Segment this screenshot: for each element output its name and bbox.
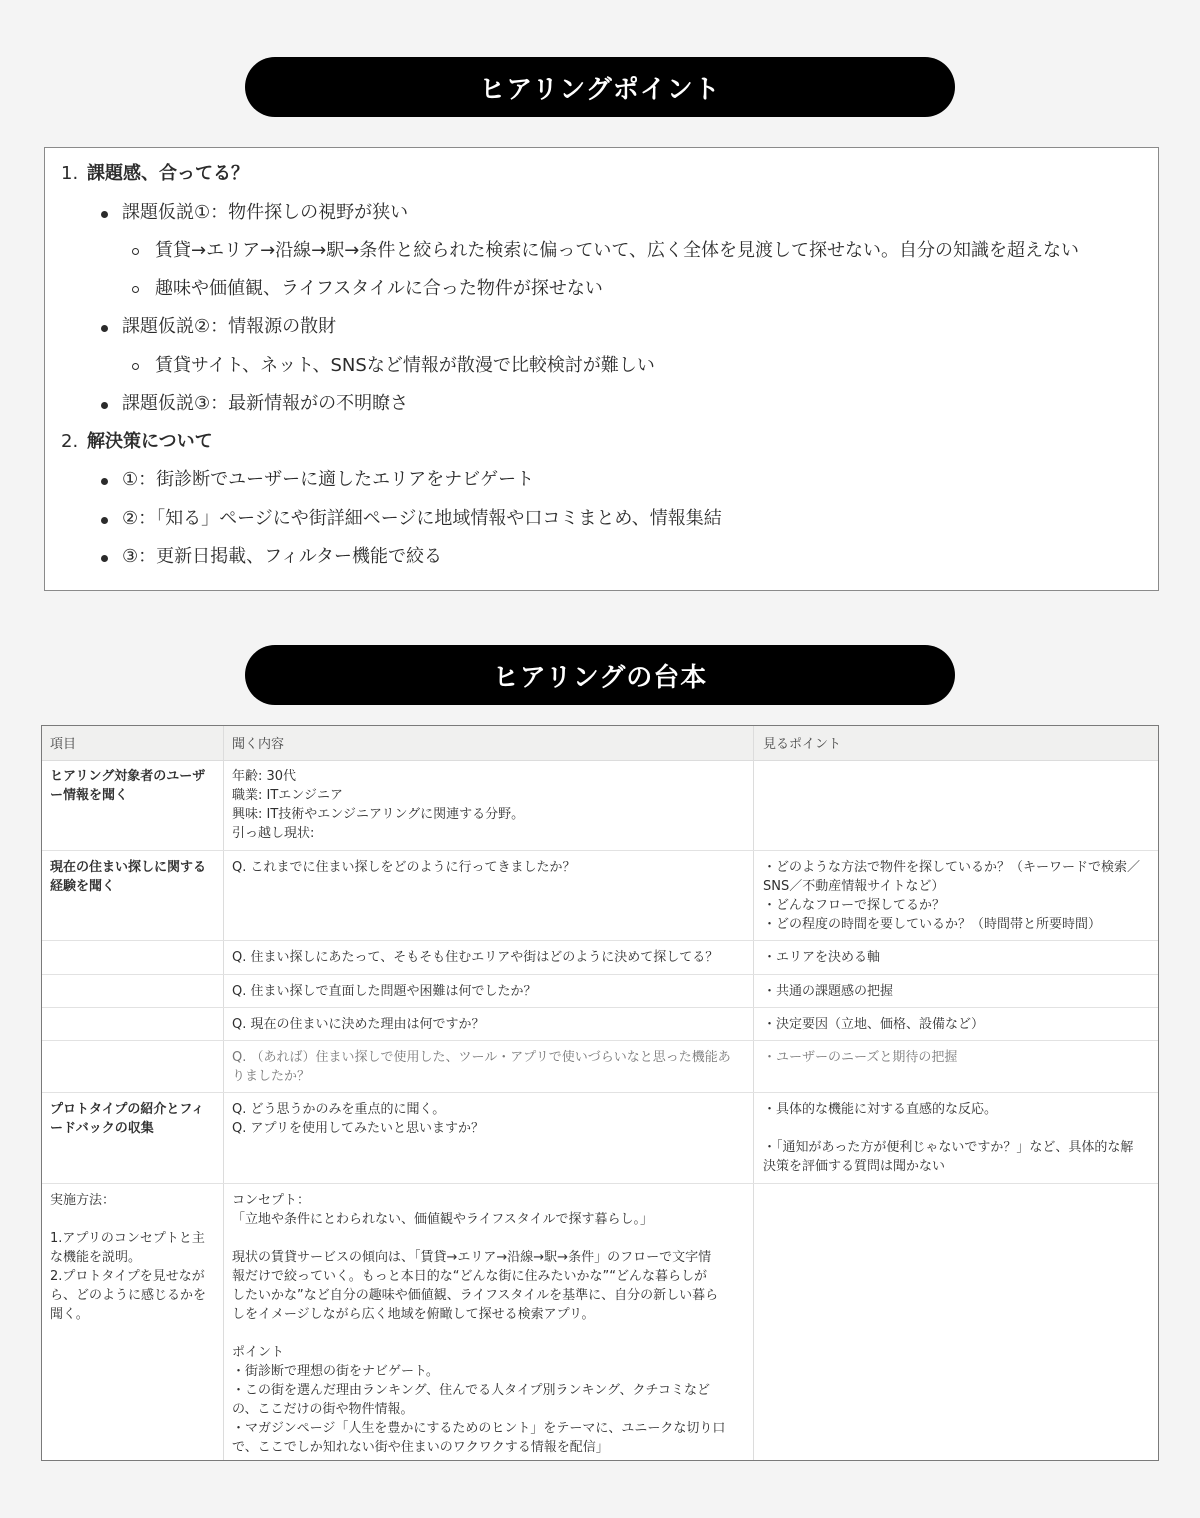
table-cell-point: ・どのような方法で物件を探しているか？（キーワードで検索／ SNS／不動産情報サイトなど） ・どんなフローで探してるか？ ・どの程度の時間を要しているか？（時間帯と所要時間）: [763, 860, 1141, 932]
table-cell-point: ・ユーザーのニーズと期待の把握: [763, 1050, 958, 1065]
circle-bullet-icon: [132, 286, 139, 293]
list-item: ③：更新日掲載、フィルター機能で絞る: [122, 546, 442, 567]
bullet-icon: [101, 478, 108, 485]
list-item: ②：「知る」ページにや街詳細ページに地域情報や口コミまとめ、情報集結: [122, 508, 722, 529]
table-cell-content: 年齢: 30代 職業: ITエンジニア 興味: IT技術やエンジニアリングに関連する分野。 引っ越し現状:: [232, 769, 525, 841]
column-header-point: 見るポイント: [763, 737, 842, 752]
circle-bullet-icon: [132, 248, 139, 255]
table-cell-point: ・決定要因（立地、価格、設備など）: [763, 1017, 985, 1032]
bullet-icon: [101, 325, 108, 332]
table-cell-content: Q. （あれば）住まい探しで使用した、ツール・アプリで使いづらいなと思った機能あ りましたか？: [232, 1050, 731, 1084]
section-title-hearing-script: ヒアリングの台本: [245, 645, 955, 705]
table-cell-item: 実施方法： 1.アプリのコンセプトと主 な機能を説明。 2.プロトタイプを見せなが ら、どのように感じるかを 聞く。: [50, 1193, 207, 1322]
list-item: 賃貸サイト、ネット、SNSなど情報が散漫で比較検討が難しい: [155, 355, 655, 376]
hearing-script-table: [41, 725, 1159, 1461]
table-cell-content: Q. どう思うかのみを重点的に聞く。 Q. アプリを使用してみたいと思いますか？: [232, 1102, 484, 1136]
section-title-hearing-points: ヒアリングポイント: [245, 57, 955, 117]
list-item: 賃貸→エリア→沿線→駅→条件と絞られた検索に偏っていて、広く全体を見渡して探せない。自分の知識を超えない: [155, 240, 1079, 261]
column-header-content: 聞く内容: [232, 737, 285, 752]
list-item: 課題仮説②：情報源の散財: [122, 316, 337, 337]
list-item: 課題仮説①：物件探しの視野が狭い: [122, 202, 409, 223]
table-header: [42, 726, 1158, 761]
table-cell-point: ・エリアを決める軸: [763, 950, 881, 965]
column-header-item: 項目: [50, 737, 77, 752]
table-cell-content: Q. 住まい探しにあたって、そもそも住むエリアや街はどのように決めて探してる？: [232, 950, 719, 965]
hearing-points-box: [44, 147, 1159, 591]
table-cell-point: ・共通の課題感の把握: [763, 984, 894, 999]
table-cell-content: Q. 現在の住まいに決めた理由は何ですか？: [232, 1017, 485, 1032]
circle-bullet-icon: [132, 363, 139, 370]
bullet-icon: [101, 211, 108, 218]
table-cell-item: プロトタイプの紹介とフィ ードバックの収集: [50, 1102, 205, 1136]
table-cell-item: ヒアリング対象者のユーザ ー情報を聞く: [50, 769, 206, 803]
table-cell-item: 現在の住まい探しに関する 経験を聞く: [50, 860, 207, 894]
table-cell-point: ・具体的な機能に対する直感的な反応。 ・「通知があった方が便利じゃないですか？」など、具体的な解 決策を評価する質問は聞かない: [763, 1102, 1134, 1174]
bullet-icon: [101, 517, 108, 524]
list-item: ①：街診断でユーザーに適したエリアをナビゲート: [122, 469, 535, 490]
bullet-icon: [101, 555, 108, 562]
list-item: 2. 解決策について: [61, 431, 213, 452]
table-cell-content: コンセプト： 「立地や条件にとわられない、価値観やライフスタイルで探す暮らし。」 現状の賃貸サービスの傾向は、「賃貸→エリア→沿線→駅→条件」のフローで文字情 報だけで絞っていく。もっと本日的な“どんな街に住みたいかな”“どんな暮らしが したいかな”など自分の趣味や価値観、ライフスタイルを基準に、自分の新しい暮ら しをイメージしながら広く地域を俯瞰して探せる検索アプリ。 ポイント ・街診断で理想の街をナビゲート。 ・この街を選んだ理由ランキング、住んでる人タイプ別ランキング、クチコミなど の、ここだけの街や物件情報。 ・マガジンページ「人生を豊かにするためのヒント」をテーマに、ユニークな切り口 で、ここでしか知れない街や住まいのワクワクする情報を配信」: [232, 1193, 726, 1455]
list-item: 1. 課題感、合ってる？: [61, 163, 249, 184]
list-item: 課題仮説③：最新情報がの不明瞭さ: [122, 393, 409, 414]
bullet-icon: [101, 402, 108, 409]
list-item: 趣味や価値観、ライフスタイルに合った物件が探せない: [155, 278, 603, 299]
table-cell-content: Q. これまでに住まい探しをどのように行ってきましたか？: [232, 860, 576, 875]
table-cell-content: Q. 住まい探しで直面した問題や困難は何でしたか？: [232, 984, 537, 999]
